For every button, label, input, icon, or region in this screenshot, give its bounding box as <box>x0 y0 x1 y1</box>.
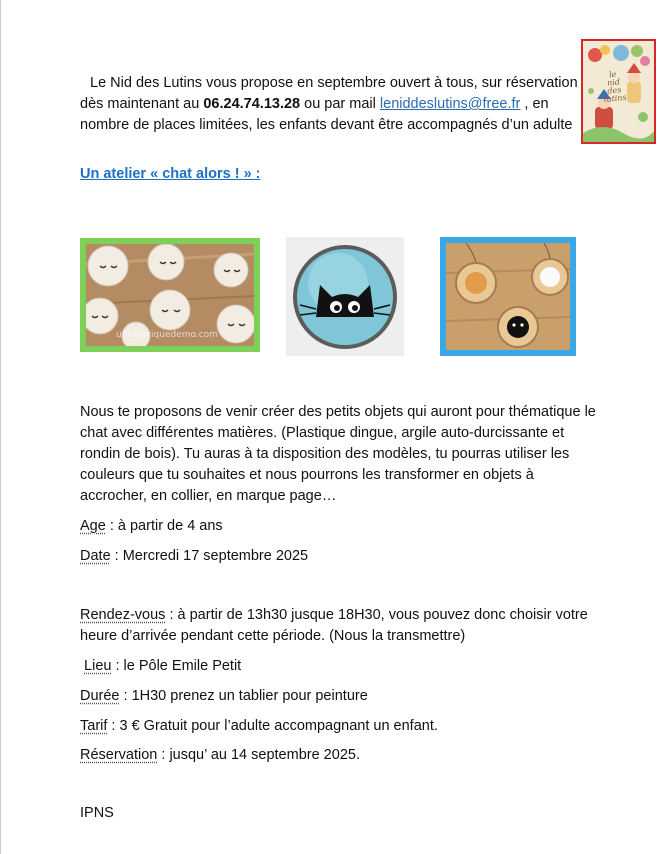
reservation-line <box>80 745 360 766</box>
rendezvous-value: : à partir de 13h30 jusque 18H30, vous pouvez donc choisir votre heure d’arrivée pendant cette période. (Nous la transmettre) <box>80 607 588 644</box>
rendezvous-line <box>80 605 600 647</box>
workshop-title: Un atelier « chat alors ! » : <box>80 166 261 182</box>
wood-cats-illustration <box>446 243 570 350</box>
duree-label: Durée <box>80 688 120 704</box>
photo-clay-cat-ornaments <box>80 238 260 352</box>
rendezvous-label: Rendez-vous <box>80 607 166 623</box>
tarif-value: : 3 € Gratuit pour l’adulte accompagnant un enfant. <box>107 718 438 734</box>
photo-wood-slice-cats <box>440 237 576 356</box>
age-label: Age <box>80 518 106 534</box>
photo-cat-badge <box>286 237 404 356</box>
intro-text-1: Le Nid des Lutins vous propose en septembre ouvert à tous, sur réservation dès maintenant au <box>80 75 578 112</box>
intro-text-2: ou par mail <box>300 96 380 112</box>
lieu-line <box>80 656 241 677</box>
reservation-value: : jusqu’ au 14 septembre 2025. <box>157 747 360 763</box>
photo-watermark: unefabriquedemo.com <box>116 330 218 340</box>
date-line <box>80 546 308 567</box>
tarif-line <box>80 716 438 737</box>
age-line <box>80 516 223 537</box>
date-value: : Mercredi 17 septembre 2025 <box>110 548 309 564</box>
lieu-label: Lieu <box>84 658 112 674</box>
intro-text-3: , en nombre de places limitées, les enfants devant être accompagnés d’un adulte <box>80 96 573 133</box>
page-edge <box>0 0 1 854</box>
reservation-label: Réservation <box>80 747 158 763</box>
footer-ipns: IPNS <box>80 805 114 821</box>
tarif-label: Tarif <box>80 718 108 734</box>
description-paragraph: Nous te proposons de venir créer des petits objets qui auront pour thématique le chat avec différentes matières. (Plastique dingue, argile auto-durcissante et rondin de bois). Tu auras à ta disposition des modèles, tu pourras utiliser les couleurs que tu souhaites et nous pourrons les transformer en objets à accrocher, en collier, en marque page… <box>80 404 596 504</box>
intro-paragraph <box>80 73 580 136</box>
logo-text: le nid des lutins <box>603 69 627 105</box>
email-link[interactable]: leniddeslutins@free.fr <box>379 96 521 112</box>
age-value: : à partir de 4 ans <box>105 518 223 534</box>
logo-image <box>581 39 656 144</box>
lieu-value: : le Pôle Emile Petit <box>111 658 242 674</box>
duree-value: : 1H30 prenez un tablier pour peinture <box>119 688 368 704</box>
cat-badge-illustration <box>286 237 404 356</box>
duree-line <box>80 686 368 707</box>
date-label: Date <box>80 548 111 564</box>
phone-number: 06.24.74.13.28 <box>203 96 301 112</box>
